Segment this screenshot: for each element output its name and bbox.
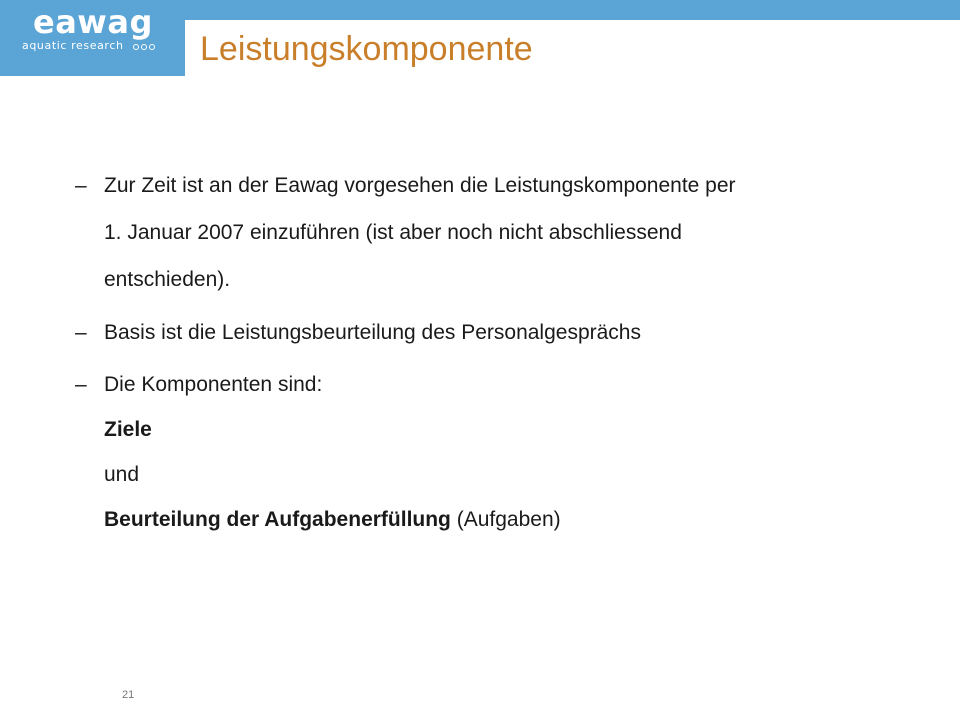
bullet-intro: Die Komponenten sind:: [104, 373, 323, 396]
bullet-dash: –: [75, 373, 87, 396]
bullet-text-line: entschieden).: [104, 268, 231, 291]
component-assessment-note: (Aufgaben): [450, 508, 561, 531]
bullet-item: [75, 362, 895, 542]
bullet-item: [75, 162, 895, 303]
bullet-text-line: Zur Zeit ist an der Eawag vorgesehen die Leistungskomponente per: [104, 174, 736, 197]
logo-subtitle-text: aquatic research: [22, 39, 124, 52]
bullet-text-line: 1. Januar 2007 einzuführen (ist aber noch nicht abschliessend: [104, 221, 682, 244]
bullet-dash: –: [75, 321, 87, 344]
component-assessment: [104, 497, 895, 542]
bullet-text-line: Basis ist die Leistungsbeurteilung des Personalgesprächs: [104, 321, 641, 344]
eawag-logo: [0, 0, 185, 76]
logo-wordmark: eawag: [33, 3, 153, 41]
bullet-list: [75, 162, 895, 544]
logo-dots-icon: [133, 40, 157, 53]
logo-subtitle: [22, 39, 157, 53]
slide-title: Leistungskomponente: [200, 30, 533, 68]
connector-text: und: [104, 463, 140, 486]
bullet-item: [75, 309, 895, 356]
component-assessment-bold: Beurteilung der Aufgabenerfüllung: [104, 508, 451, 531]
component-goals: Ziele: [104, 418, 152, 441]
bullet-dash: –: [75, 174, 87, 197]
page-number: 21: [122, 689, 135, 701]
